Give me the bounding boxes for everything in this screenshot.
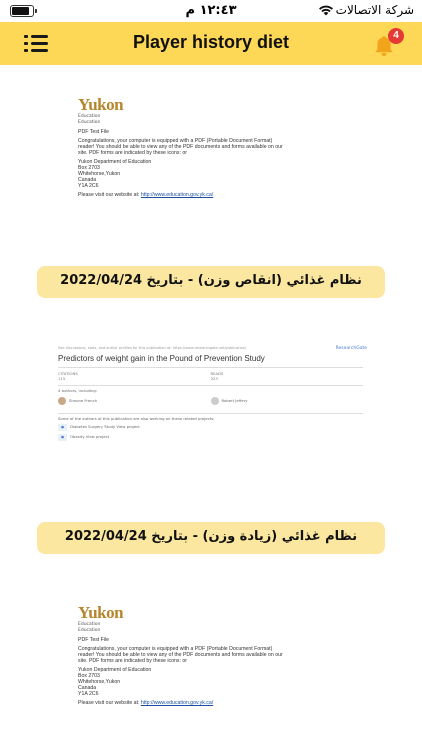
doc-paragraph: Congratulations, your computer is equipped with a PDF (Portable Document Format) reader! You should be able to view any of the PDF documents and forms available on our site. PDF forms are indicated by these icons: or [78,646,283,664]
address-line: Canada [78,177,97,183]
diet-pdf-preview[interactable] [0,346,422,536]
reads-value: 323 [210,376,218,381]
diet-pdf-preview[interactable] [0,605,422,740]
address-line: Yukon Department of Education [78,159,152,165]
divider [58,385,363,386]
author-name: Robert Jeffery [221,398,248,403]
caption-text: نظام غذائي (زيادة وزن) - بتاريخ 2022/04/24 [64,529,358,544]
diet-entry-caption[interactable] [37,266,385,298]
projects-heading: Some of the authors of this publication are also working on these related projects: [58,416,215,421]
diet-entry-caption[interactable] [37,522,385,554]
logo-subtitle: Education [78,120,101,125]
reads-label: READS [210,371,224,376]
divider [58,413,363,414]
address-line: Yukon Department of Education [78,667,152,673]
caption-text: نظام غذائي (انقاص وزن) - بتاريخ 2022/04/24 [60,273,362,288]
visit-label: Please visit our website at: [78,700,140,706]
citations-label: CITATIONS [58,371,78,376]
citations-value: 115 [58,376,66,381]
address-line: Y1A 2C6 [78,183,99,189]
notifications-button[interactable] [370,28,400,60]
logo-subtitle: Education [78,622,101,627]
project-tag: ● [58,434,67,441]
website-link[interactable]: http://www.education.gov.yk.ca/ [140,700,214,706]
avatar [58,397,66,405]
logo-subtitle: Education [78,114,101,119]
wifi-icon [318,4,334,16]
address-line: Canada [78,685,97,691]
yukon-logo: Yukon [78,95,124,114]
status-bar [0,0,422,22]
visit-label: Please visit our website at: [78,192,140,198]
logo-subtitle: Education [78,628,101,633]
paper-title: Predictors of weight gain in the Pound of Prevention Study [58,354,265,363]
divider [58,367,363,368]
project-tag: ● [58,424,67,431]
status-time: ١٢:٤٣ م [185,3,237,18]
doc-paragraph: Congratulations, your computer is equipped with a PDF (Portable Document Format) reader! You should be able to view any of the PDF documents and forms available on our site. PDF forms are indicated by these icons: or [78,138,283,156]
author-name: Simone French [69,398,98,403]
address-line: Whitehorse,Yukon [78,679,121,685]
project-item: Obesity View project [70,434,110,439]
doc-title: PDF Test File [78,129,110,135]
researchgate-link[interactable]: ResearchGate [335,346,367,351]
app-header [0,22,422,65]
address-line: Whitehorse,Yukon [78,171,121,177]
doc-title: PDF Test File [78,637,110,643]
diet-pdf-preview[interactable] [0,97,422,217]
project-item: Diabetes Surgery Study View project [70,424,140,429]
avatar [211,397,219,405]
yukon-logo: Yukon [78,603,124,622]
page-title: Player history diet [132,32,290,52]
address-line: Y1A 2C6 [78,691,99,697]
notification-badge: 4 [388,28,404,44]
website-link[interactable]: http://www.education.gov.yk.ca/ [140,192,214,198]
address-line: Box 2703 [78,165,100,171]
authors-heading: 4 authors, including: [58,388,98,393]
address-line: Box 2703 [78,673,100,679]
paper-topline: See discussions, stats, and author profiles for this publication at: https://www.researchgate.net/publication/ [58,346,247,350]
carrier-name: شركة الاتصالات [335,3,414,17]
